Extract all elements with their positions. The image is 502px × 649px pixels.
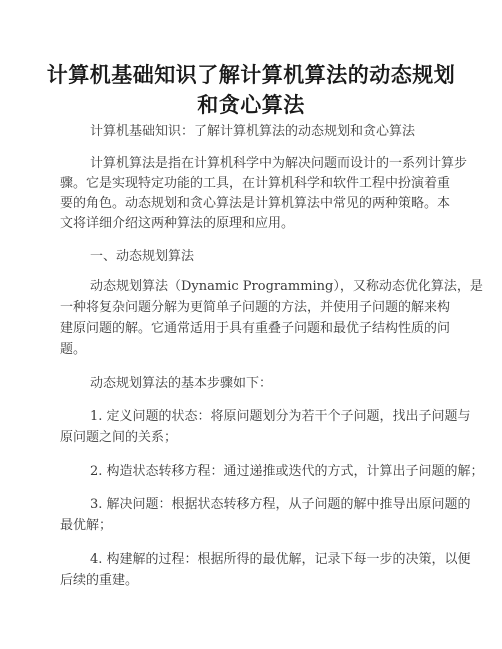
paragraph-line: 骤。它是实现特定功能的工具，在计算机科学和软件工程中扮演着重 xyxy=(60,176,451,191)
document-title-line-2: 和贪心算法 xyxy=(197,93,305,117)
paragraph-line: 动态规划算法的基本步骤如下： xyxy=(90,376,273,391)
list-item-line: 最优解； xyxy=(60,518,113,533)
list-item-line: 4. 构建解的过程：根据所得的最优解，记录下每一步的决策，以便 xyxy=(90,552,471,567)
paragraph-line: 文将详细介绍这两种算法的原理和应用。 xyxy=(60,216,295,231)
list-item-line: 后续的重建。 xyxy=(60,573,139,588)
paragraph-line: 题。 xyxy=(60,342,87,357)
list-item-line: 原问题之间的关系； xyxy=(60,430,178,445)
subtitle-line: 计算机基础知识：了解计算机算法的动态规划和贪心算法 xyxy=(90,124,416,139)
paragraph-line: 计算机算法是指在计算机科学中为解决问题而设计的一系列计算步 xyxy=(90,156,468,171)
paragraph-line: 动态规划算法（Dynamic Programming），又称动态优化算法，是 xyxy=(90,279,483,294)
paragraph-line: 要的角色。动态规划和贪心算法是计算机算法中常见的两种策略。本 xyxy=(60,196,451,211)
list-item-line: 2. 构造状态转移方程：通过递推或迭代的方式，计算出子问题的解； xyxy=(90,464,484,479)
section-heading: 一、动态规划算法 xyxy=(90,249,195,264)
paragraph-line: 建原问题的解。它通常适用于具有重叠子问题和最优子结构性质的问 xyxy=(60,321,451,336)
paragraph-line: 一种将复杂问题分解为更简单子问题的方法，并使用子问题的解来构 xyxy=(60,300,451,315)
list-item-line: 3. 解决问题：根据状态转移方程，从子问题的解中推导出原问题的 xyxy=(90,497,471,512)
list-item-line: 1. 定义问题的状态：将原问题划分为若干个子问题，找出子问题与 xyxy=(90,409,471,424)
document-title-line-1: 计算机基础知识了解计算机算法的动态规划 xyxy=(46,63,456,87)
